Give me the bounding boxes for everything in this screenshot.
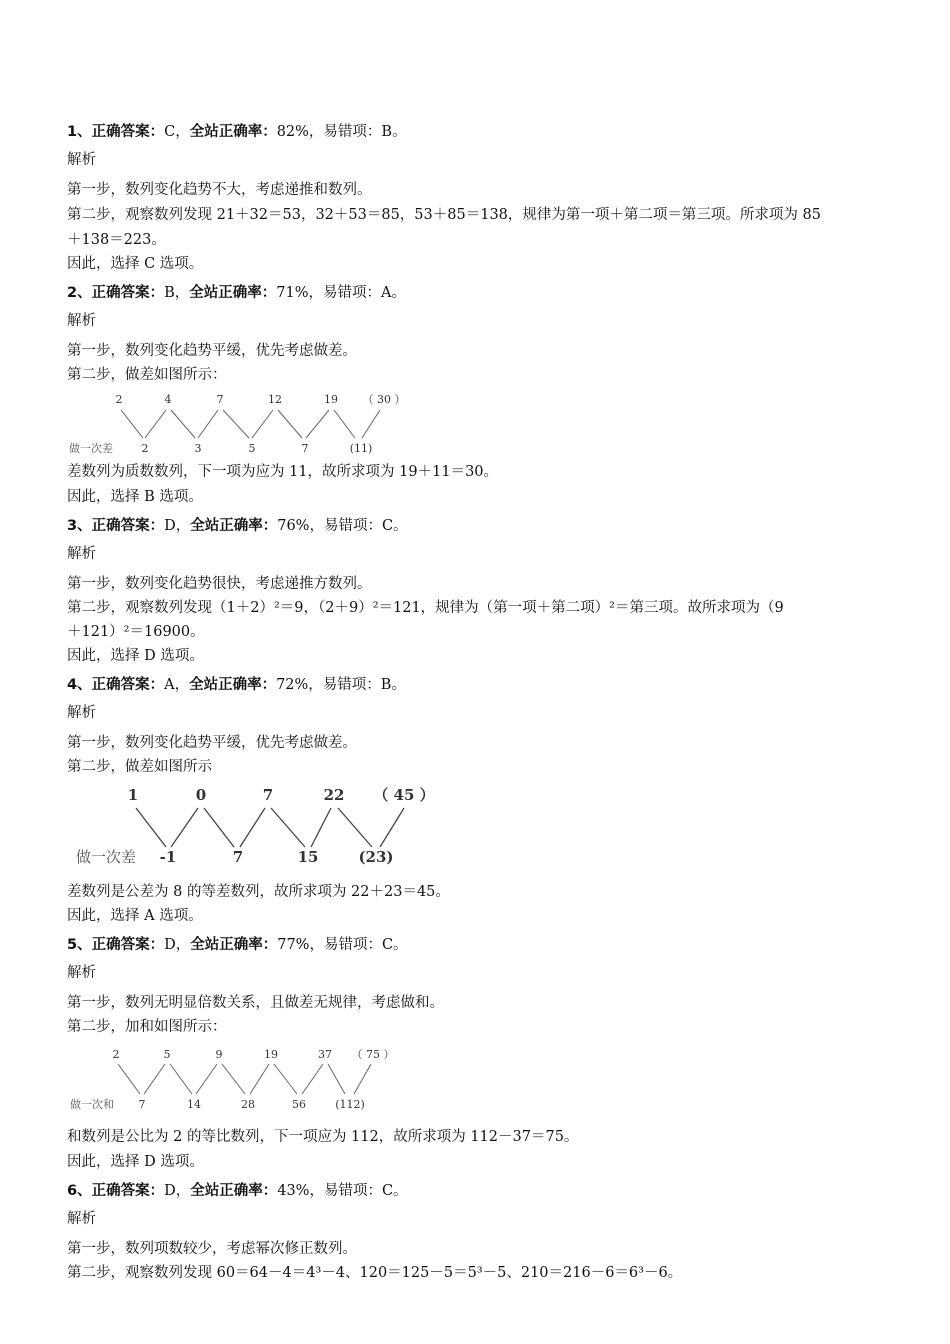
bottom-value-answer: (11) bbox=[349, 442, 373, 455]
step-2-continued: ＋121）²＝16900。 bbox=[67, 624, 205, 640]
connector-line bbox=[278, 410, 302, 438]
bottom-value: 7 bbox=[232, 848, 244, 866]
bottom-value: 56 bbox=[292, 1098, 306, 1111]
rate-value: 76%，易错项：C。 bbox=[277, 518, 408, 534]
connector-line bbox=[204, 808, 234, 847]
connector-line bbox=[196, 1064, 217, 1094]
connector-line bbox=[362, 410, 380, 438]
answer-value: A， bbox=[164, 677, 190, 693]
question-number: 4、 bbox=[67, 677, 92, 693]
connector-line bbox=[338, 808, 372, 847]
connector-line bbox=[302, 1064, 323, 1094]
step-1: 第一步，数列无明显倍数关系，且做差无规律，考虑做和。 bbox=[67, 995, 444, 1011]
connector-line bbox=[136, 808, 166, 847]
difference-diagram-q4 bbox=[0, 783, 950, 873]
answer-label: 正确答案： bbox=[91, 1183, 165, 1199]
connector-line bbox=[144, 1064, 165, 1094]
step-1: 第一步，数列项数较少，考虑幂次修正数列。 bbox=[67, 1241, 357, 1257]
question-5-header bbox=[67, 935, 408, 955]
rate-value: 82%，易错项：B。 bbox=[276, 124, 407, 140]
diagram-label: 做一次差 bbox=[69, 442, 113, 455]
bottom-value-answer: (23) bbox=[358, 848, 394, 866]
analysis-heading: 解析 bbox=[67, 152, 96, 168]
connector-line bbox=[223, 410, 249, 438]
rate-label: 全站正确率： bbox=[189, 677, 277, 693]
bottom-value: 7 bbox=[138, 1098, 146, 1111]
answer-label: 正确答案： bbox=[91, 124, 165, 140]
step-2: 第二步，观察数列发现 21＋32＝53，32＋53＝85，53＋85＝138，规律为第一项＋第二项＝第三项。所求项为 85 bbox=[67, 207, 821, 223]
question-1-header bbox=[67, 122, 407, 142]
bottom-value: 2 bbox=[141, 442, 149, 455]
analysis-heading: 解析 bbox=[67, 313, 96, 329]
step-1: 第一步，数列变化趋势平缓，优先考虑做差。 bbox=[67, 735, 357, 751]
step-2-continued: ＋138＝223。 bbox=[67, 232, 166, 248]
top-value: 19 bbox=[264, 1048, 278, 1061]
connector-line bbox=[311, 808, 331, 847]
conclusion: 因此，选择 B 选项。 bbox=[67, 489, 203, 505]
answer-label: 正确答案： bbox=[91, 937, 165, 953]
top-value: 22 bbox=[323, 786, 345, 804]
top-value: 37 bbox=[318, 1048, 332, 1061]
question-number: 5、 bbox=[67, 937, 92, 953]
connector-line bbox=[240, 808, 265, 847]
conclusion: 因此，选择 A 选项。 bbox=[67, 908, 203, 924]
question-number: 6、 bbox=[67, 1183, 92, 1199]
difference-diagram-q2 bbox=[0, 388, 950, 458]
step-2: 第二步，观察数列发现（1＋2）²＝9，（2＋9）²＝121，规律为（第一项＋第二项）²＝第三项。故所求项为（9 bbox=[67, 600, 784, 616]
connector-line bbox=[118, 1064, 140, 1094]
rate-label: 全站正确率： bbox=[189, 124, 277, 140]
step-2: 第二步，加和如图所示： bbox=[67, 1019, 227, 1035]
analysis-heading: 解析 bbox=[67, 546, 96, 562]
connector-line bbox=[171, 808, 198, 847]
connector-line bbox=[334, 410, 355, 438]
connector-line bbox=[274, 1064, 297, 1094]
question-6-header bbox=[67, 1181, 408, 1201]
top-value-answer: （ 45 ） bbox=[373, 786, 435, 804]
top-value-answer: （ 75 ） bbox=[351, 1048, 395, 1061]
connector-line bbox=[145, 410, 166, 438]
connector-line bbox=[380, 808, 404, 847]
question-3-header bbox=[67, 516, 408, 536]
answer-label: 正确答案： bbox=[91, 677, 165, 693]
connector-line bbox=[222, 1064, 245, 1094]
step-2: 第二步，做差如图所示： bbox=[67, 367, 227, 383]
diagram-label: 做一次和 bbox=[70, 1098, 114, 1111]
rate-label: 全站正确率： bbox=[190, 937, 278, 953]
bottom-value: 5 bbox=[248, 442, 256, 455]
rate-value: 71%，易错项：A。 bbox=[276, 285, 406, 301]
question-4-header bbox=[67, 675, 406, 695]
top-value-answer: （ 30 ） bbox=[362, 393, 406, 406]
top-value: 19 bbox=[324, 393, 338, 406]
connector-line bbox=[328, 1064, 345, 1094]
difference-explanation: 差数列是公差为 8 的等差数列，故所求项为 22＋23＝45。 bbox=[67, 884, 450, 900]
connector-line bbox=[252, 410, 273, 438]
top-value: 9 bbox=[215, 1048, 223, 1061]
step-1: 第一步，数列变化趋势平缓，优先考虑做差。 bbox=[67, 343, 357, 359]
question-number: 1、 bbox=[67, 124, 92, 140]
analysis-heading: 解析 bbox=[67, 1211, 96, 1227]
connector-line bbox=[271, 808, 305, 847]
top-value: 7 bbox=[216, 393, 224, 406]
diagram-label: 做一次差 bbox=[76, 848, 137, 866]
conclusion: 因此，选择 D 选项。 bbox=[67, 1154, 204, 1170]
top-value: 12 bbox=[268, 393, 282, 406]
top-value: 2 bbox=[112, 1048, 120, 1061]
difference-explanation: 差数列为质数数列，下一项为应为 11，故所求项为 19＋11＝30。 bbox=[67, 464, 499, 480]
connector-line bbox=[306, 410, 329, 438]
question-number: 3、 bbox=[67, 518, 92, 534]
connector-line bbox=[354, 1064, 371, 1094]
answer-value: D， bbox=[164, 1183, 191, 1199]
question-2-header bbox=[67, 283, 406, 303]
connector-line bbox=[121, 410, 143, 438]
bottom-value: 3 bbox=[194, 442, 202, 455]
sum-explanation: 和数列是公比为 2 的等比数列，下一项应为 112，故所求项为 112－37＝75。 bbox=[67, 1129, 579, 1145]
step-2: 第二步，做差如图所示 bbox=[67, 759, 212, 775]
rate-value: 43%，易错项：C。 bbox=[277, 1183, 408, 1199]
conclusion: 因此，选择 C 选项。 bbox=[67, 256, 204, 272]
answer-value: D， bbox=[164, 518, 191, 534]
answer-value: B， bbox=[164, 285, 190, 301]
rate-value: 77%，易错项：C。 bbox=[277, 937, 408, 953]
conclusion: 因此，选择 D 选项。 bbox=[67, 648, 204, 664]
rate-label: 全站正确率： bbox=[190, 1183, 278, 1199]
connector-line bbox=[250, 1064, 269, 1094]
connector-line bbox=[170, 1064, 192, 1094]
answer-value: D， bbox=[164, 937, 191, 953]
top-value: 1 bbox=[127, 786, 139, 804]
connector-line bbox=[171, 410, 195, 438]
question-number: 2、 bbox=[67, 285, 92, 301]
bottom-value: 7 bbox=[301, 442, 309, 455]
top-value: 0 bbox=[195, 786, 207, 804]
sum-diagram-q5 bbox=[0, 1044, 950, 1116]
top-value: 4 bbox=[164, 393, 172, 406]
analysis-heading: 解析 bbox=[67, 965, 96, 981]
top-value: 2 bbox=[115, 393, 123, 406]
bottom-value: 14 bbox=[187, 1098, 201, 1111]
bottom-value: -1 bbox=[159, 848, 177, 866]
answer-value: C， bbox=[164, 124, 190, 140]
bottom-value: 15 bbox=[297, 848, 319, 866]
step-2: 第二步，观察数列发现 60＝64－4＝4³－4、120＝125－5＝5³－5、210＝216－6＝6³－6。 bbox=[67, 1265, 683, 1281]
rate-label: 全站正确率： bbox=[189, 285, 277, 301]
top-value: 5 bbox=[163, 1048, 171, 1061]
step-1: 第一步，数列变化趋势很快，考虑递推方数列。 bbox=[67, 576, 372, 592]
answer-label: 正确答案： bbox=[91, 285, 165, 301]
bottom-value-answer: (112) bbox=[335, 1098, 365, 1111]
rate-label: 全站正确率： bbox=[190, 518, 278, 534]
bottom-value: 28 bbox=[241, 1098, 255, 1111]
connector-line bbox=[198, 410, 218, 438]
answer-label: 正确答案： bbox=[91, 518, 165, 534]
analysis-heading: 解析 bbox=[67, 705, 96, 721]
rate-value: 72%，易错项：B。 bbox=[276, 677, 406, 693]
step-1: 第一步，数列变化趋势不大，考虑递推和数列。 bbox=[67, 182, 372, 198]
top-value: 7 bbox=[262, 786, 274, 804]
